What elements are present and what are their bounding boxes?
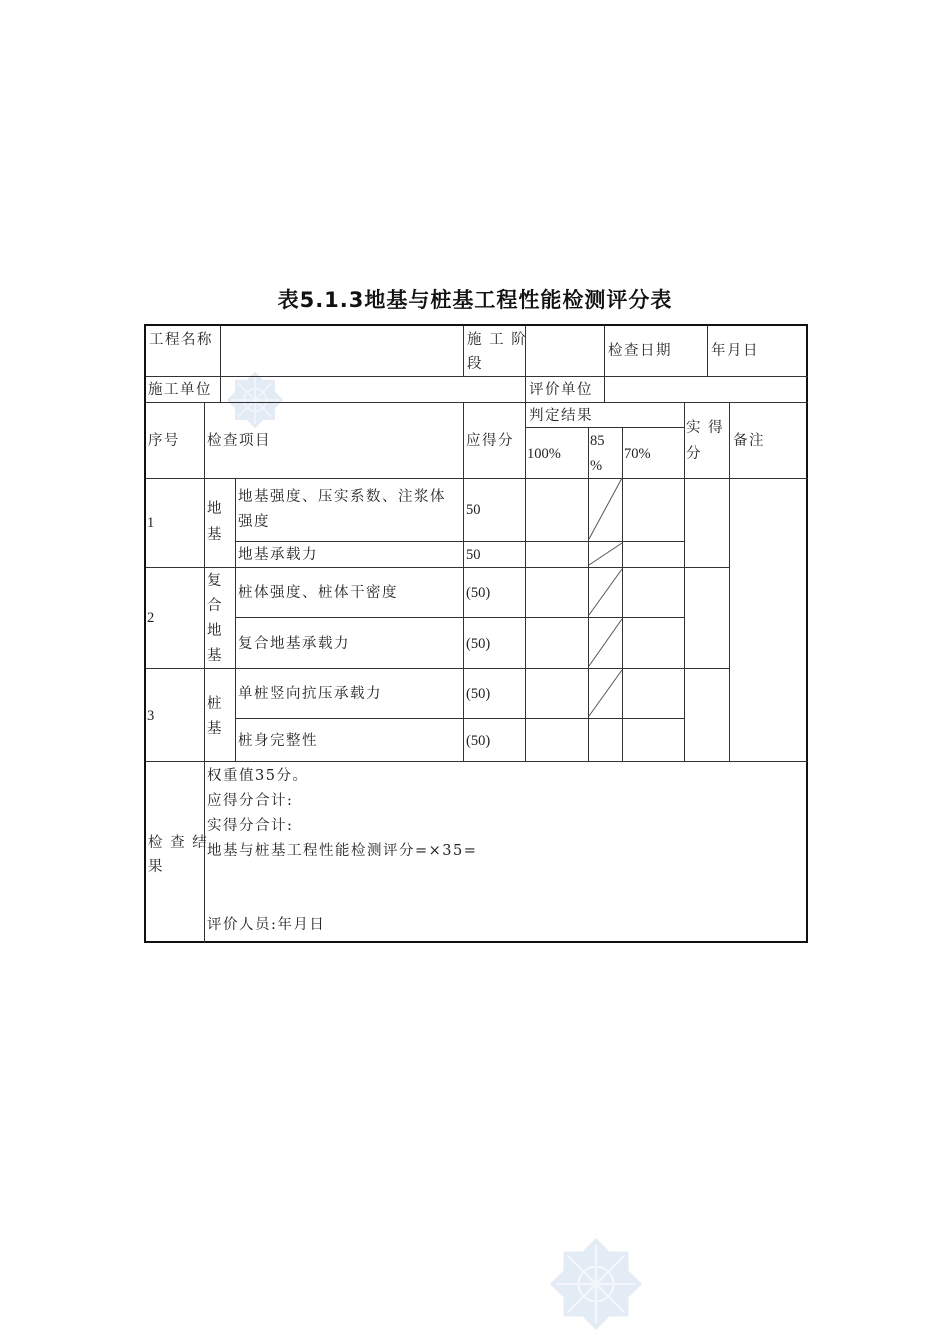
col-header-remark: 备注	[733, 433, 765, 449]
col-header-actual-2: 分	[686, 446, 702, 462]
due-score: 50	[466, 547, 481, 563]
col-header-actual: 实 得	[686, 420, 725, 436]
construction-unit-label: 施工单位	[148, 382, 212, 398]
row-number: 2	[147, 610, 155, 626]
construction-stage-label-2: 段	[467, 356, 483, 372]
check-item: 地基承载力	[238, 547, 318, 563]
col-header-no: 序号	[148, 433, 180, 449]
category-label: 桩	[207, 696, 223, 712]
result-line-due-total: 应得分合计:	[207, 793, 294, 809]
col-header-item: 检查项目	[207, 433, 271, 449]
category-label: 复	[207, 573, 223, 589]
check-item: 桩身完整性	[238, 733, 318, 749]
category-label: 合	[207, 598, 223, 614]
category-label: 基	[207, 648, 223, 664]
result-label: 检 查 结	[148, 835, 209, 851]
due-score: (50)	[466, 636, 491, 652]
due-score: (50)	[466, 686, 491, 702]
category-label: 地	[207, 623, 223, 639]
due-score: (50)	[466, 733, 491, 749]
check-date-value: 年月日	[711, 343, 759, 359]
check-item: 复合地基承载力	[238, 636, 350, 652]
score-table	[144, 324, 808, 943]
construction-stage-label: 施 工 阶	[467, 332, 528, 348]
evaluation-unit-label: 评价单位	[529, 382, 593, 398]
row-number: 1	[147, 515, 155, 531]
result-label-2: 果	[148, 859, 164, 875]
watermark-logo-bottom	[538, 1226, 654, 1342]
category-label: 基	[207, 527, 223, 543]
col-header-85-pct: %	[590, 458, 603, 474]
col-header-100: 100%	[527, 446, 561, 462]
check-item: 强度	[238, 514, 270, 530]
check-item: 单桩竖向抗压承载力	[238, 686, 382, 702]
col-header-judgement: 判定结果	[529, 408, 593, 424]
check-item: 地基强度、压实系数、注浆体	[238, 489, 446, 505]
check-item: 桩体强度、桩体干密度	[238, 585, 398, 601]
category-label: 基	[207, 721, 223, 737]
due-score: 50	[466, 502, 481, 518]
project-name-label: 工程名称	[149, 332, 213, 348]
due-score: (50)	[466, 585, 491, 601]
col-header-70: 70%	[624, 446, 651, 462]
result-line-weight: 权重值35分。	[207, 768, 309, 784]
row-number: 3	[147, 708, 155, 724]
result-line-formula: 地基与桩基工程性能检测评分=×35=	[207, 843, 478, 859]
category-label: 地	[207, 501, 223, 517]
col-header-85: 85	[590, 433, 605, 449]
evaluator-line: 评价人员:年月日	[207, 917, 326, 933]
result-line-actual-total: 实得分合计:	[207, 818, 294, 834]
check-date-label: 检查日期	[608, 343, 672, 359]
page-title: 表5.1.3地基与桩基工程性能检测评分表	[277, 288, 673, 312]
col-header-due-score: 应得分	[466, 433, 514, 449]
